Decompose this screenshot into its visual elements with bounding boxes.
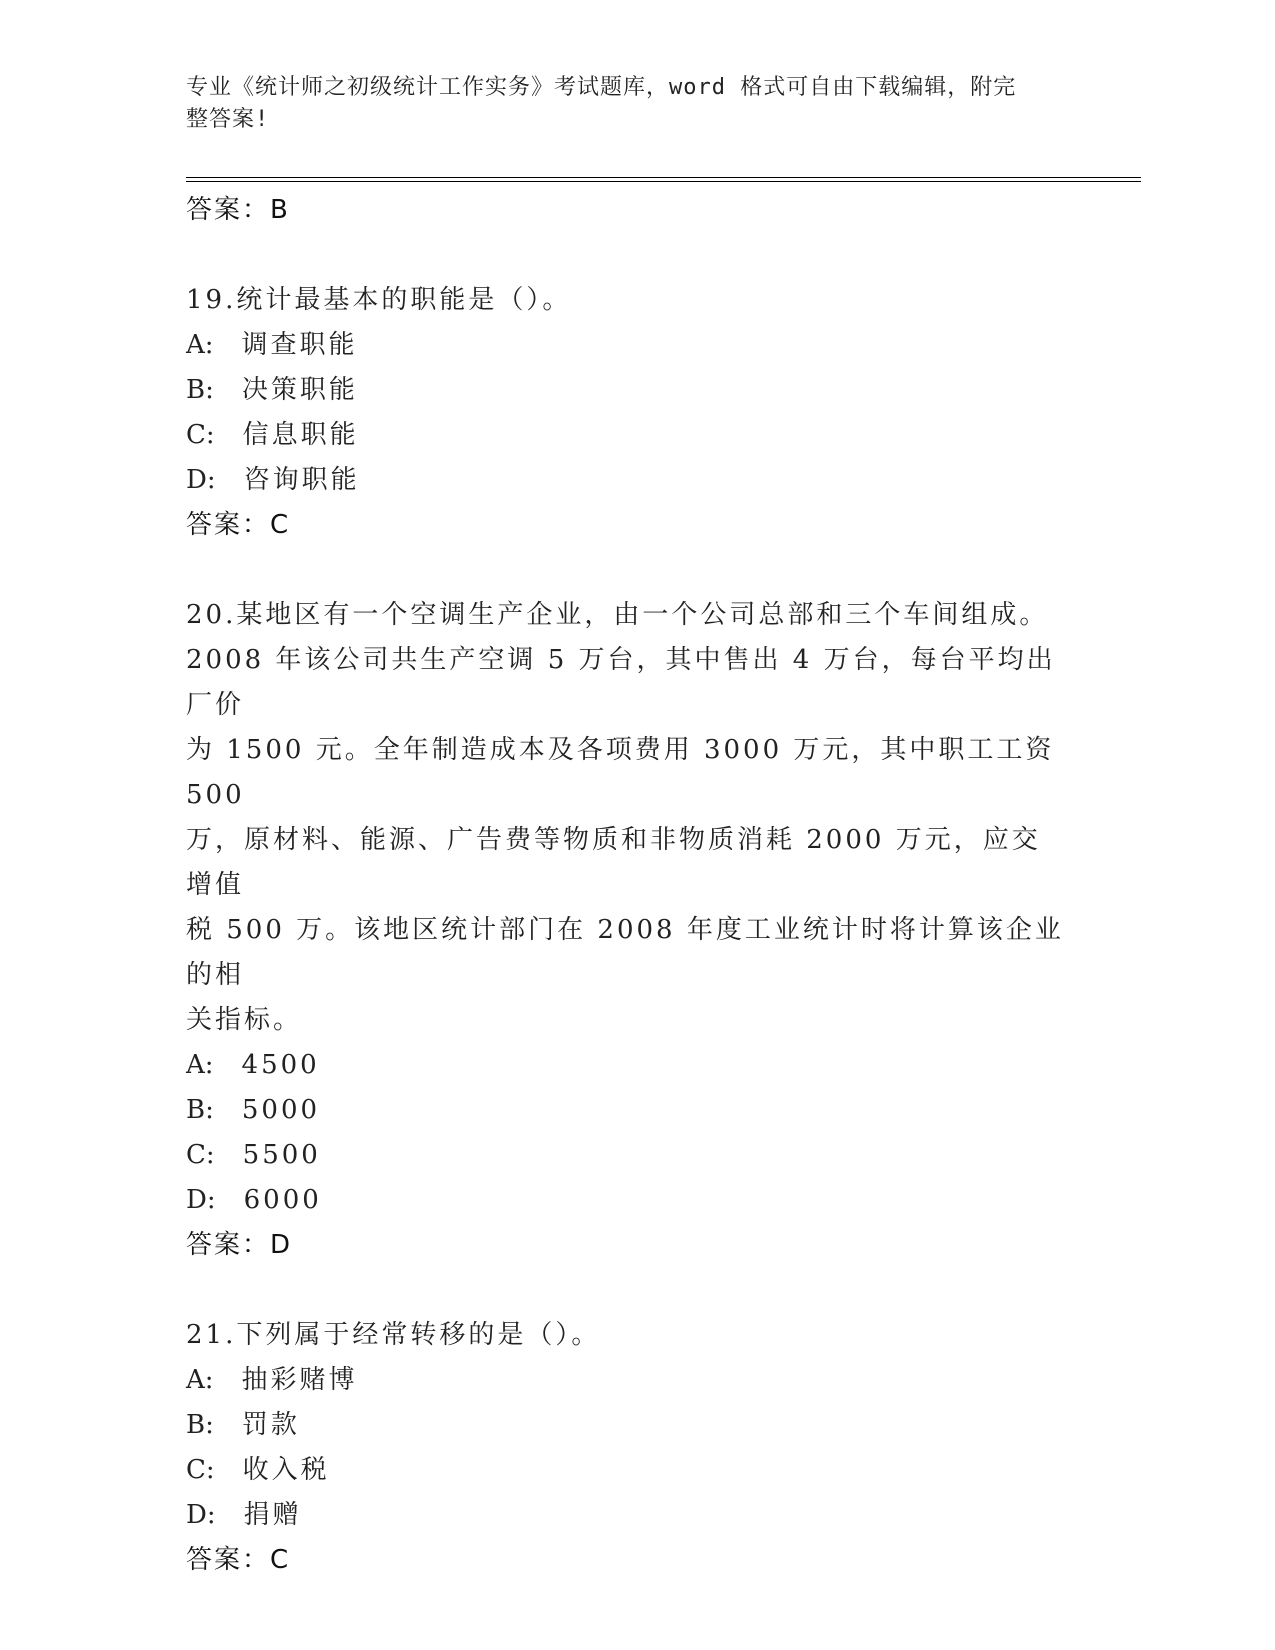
question-stem-line-6: 关指标。 xyxy=(186,1005,303,1035)
question-stem-line-2: 2008 年该公司共生产空调 5 万台，其中售出 4 万台，每台平均出厂价 xyxy=(186,645,1056,720)
option-letter: C: xyxy=(186,420,215,450)
option-letter: A: xyxy=(186,1050,214,1080)
option-text: 决策职能 xyxy=(241,375,358,405)
option-text: 6000 xyxy=(243,1185,322,1215)
option-text: 5000 xyxy=(241,1095,321,1125)
option-text: 抽彩赌博 xyxy=(241,1365,358,1395)
question-20 xyxy=(186,593,1066,1267)
option-b xyxy=(186,368,1066,413)
question-stem-line-4: 万，原材料、能源、广告费等物质和非物质消耗 2000 万元，应交增值 xyxy=(186,825,1041,900)
option-text: 4500 xyxy=(241,1050,320,1080)
option-letter: B: xyxy=(186,1095,214,1125)
option-letter: D: xyxy=(186,465,216,495)
option-c xyxy=(186,1448,1066,1493)
option-text: 信息职能 xyxy=(242,420,359,450)
question-stem: 19.统计最基本的职能是（）。 xyxy=(186,285,572,315)
header-divider-top xyxy=(186,177,1141,178)
answer-19: 答案：C xyxy=(186,510,291,540)
option-b xyxy=(186,1088,1066,1133)
option-letter: D: xyxy=(186,1500,216,1530)
question-stem: 21.下列属于经常转移的是（）。 xyxy=(186,1320,601,1350)
option-text: 调查职能 xyxy=(241,330,358,360)
previous-answer: 答案：B xyxy=(186,195,290,225)
option-text: 咨询职能 xyxy=(243,465,360,495)
option-letter: C: xyxy=(186,1140,215,1170)
header-divider-bottom xyxy=(186,181,1141,182)
answer-21: 答案：C xyxy=(186,1545,291,1575)
option-text: 收入税 xyxy=(242,1455,330,1485)
option-d xyxy=(186,458,1066,503)
question-stem-line-5: 税 500 万。该地区统计部门在 2008 年度工业统计时将计算该企业的相 xyxy=(186,915,1064,990)
question-list xyxy=(186,188,1066,1582)
option-text: 罚款 xyxy=(241,1410,300,1440)
option-letter: C: xyxy=(186,1455,215,1485)
question-21 xyxy=(186,1313,1066,1582)
option-c xyxy=(186,413,1066,458)
option-text: 捐赠 xyxy=(243,1500,302,1530)
question-stem-line-1: 20.某地区有一个空调生产企业，由一个公司总部和三个车间组成。 xyxy=(186,600,1049,630)
header-line-2: 整答案! xyxy=(186,107,270,132)
option-letter: B: xyxy=(186,1410,214,1440)
option-c xyxy=(186,1133,1066,1178)
option-letter: D: xyxy=(186,1185,216,1215)
document-header xyxy=(186,72,1066,136)
option-a xyxy=(186,1043,1066,1088)
header-line-1: 专业《统计师之初级统计工作实务》考试题库，word 格式可自由下载编辑，附完 xyxy=(186,75,1017,100)
option-d xyxy=(186,1493,1066,1538)
question-stem-line-3: 为 1500 元。全年制造成本及各项费用 3000 万元，其中职工工资 500 xyxy=(186,735,1055,810)
option-letter: A: xyxy=(186,1365,214,1395)
option-text: 5500 xyxy=(242,1140,321,1170)
option-a xyxy=(186,323,1066,368)
option-letter: A: xyxy=(186,330,214,360)
answer-20: 答案：D xyxy=(186,1230,293,1260)
question-19 xyxy=(186,278,1066,547)
option-a xyxy=(186,1358,1066,1403)
option-b xyxy=(186,1403,1066,1448)
option-d xyxy=(186,1178,1066,1223)
option-letter: B: xyxy=(186,375,214,405)
